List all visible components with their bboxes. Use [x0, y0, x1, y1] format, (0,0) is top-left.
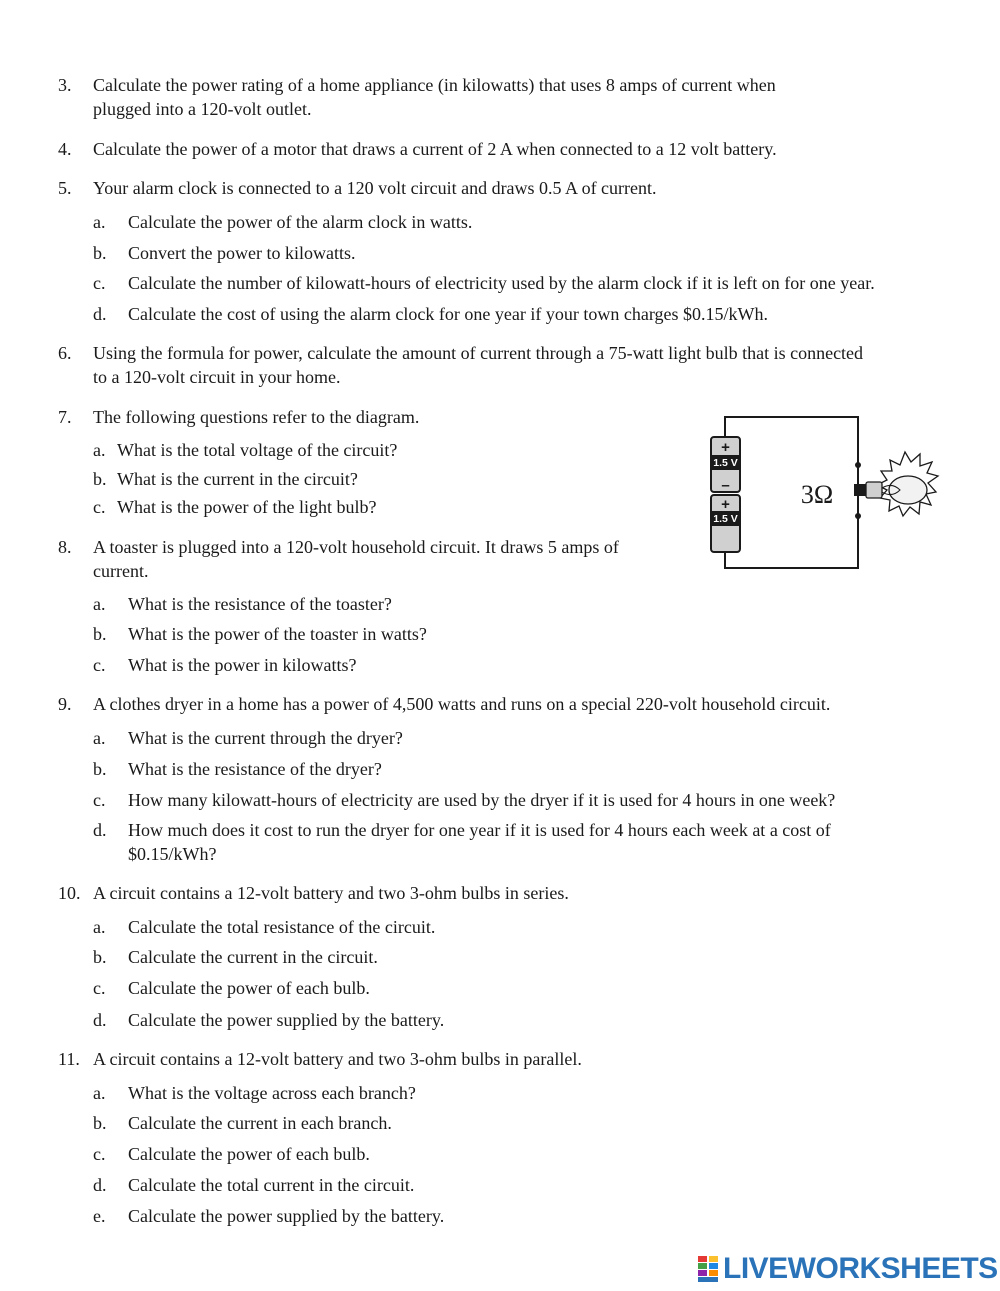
- liveworksheets-logo-icon: [697, 1256, 719, 1282]
- subquestion-letter: a.: [93, 440, 106, 460]
- battery-1-plus: +: [721, 439, 730, 456]
- subquestion-text: Calculate the power of the alarm clock in watts.: [128, 212, 473, 232]
- subquestion-text: Calculate the current in the circuit.: [128, 947, 378, 967]
- question-text: Using the formula for power, calculate the amount of current through a 75-watt light bulb that is connected: [93, 343, 864, 363]
- subquestion-text: Calculate the total current in the circuit.: [128, 1175, 415, 1195]
- light-bulb-icon: [854, 452, 938, 519]
- subquestion-letter: d.: [93, 1175, 107, 1195]
- subquestion-text: What is the current in the circuit?: [117, 469, 358, 489]
- subquestion-text: Calculate the number of kilowatt-hours of electricity used by the alarm clock if it is left on for one year.: [128, 273, 875, 293]
- question-text: A clothes dryer in a home has a power of 4,500 watts and runs on a special 220-volt household circuit.: [93, 694, 831, 714]
- subquestion-text: Calculate the current in each branch.: [128, 1113, 392, 1133]
- subquestion-text: What is the power in kilowatts?: [128, 655, 357, 675]
- subquestion-text: $0.15/kWh?: [128, 844, 217, 864]
- liveworksheets-logo-text: LIVEWORKSHEETS: [723, 1252, 998, 1285]
- subquestion-text: Calculate the cost of using the alarm clock for one year if your town charges $0.15/kWh.: [128, 304, 768, 324]
- subquestion-text: What is the resistance of the dryer?: [128, 759, 382, 779]
- subquestion-letter: b.: [93, 759, 107, 779]
- question-number: 8.: [58, 537, 72, 557]
- question-text: A circuit contains a 12-volt battery and two 3-ohm bulbs in parallel.: [93, 1049, 582, 1069]
- question-number: 4.: [58, 139, 72, 159]
- circuit-diagram: [700, 410, 950, 575]
- question-text: Calculate the power of a motor that draws a current of 2 A when connected to a 12 volt battery.: [93, 139, 777, 159]
- question-number: 3.: [58, 75, 72, 95]
- circuit-wire: [725, 417, 858, 568]
- subquestion-letter: c.: [93, 655, 106, 675]
- subquestion-text: Calculate the power of each bulb.: [128, 1144, 370, 1164]
- subquestion-text: Calculate the power supplied by the battery.: [128, 1010, 445, 1030]
- subquestion-letter: c.: [93, 978, 106, 998]
- question-number: 6.: [58, 343, 72, 363]
- subquestion-letter: d.: [93, 820, 107, 840]
- subquestion-text: What is the voltage across each branch?: [128, 1083, 416, 1103]
- question-text: A toaster is plugged into a 120-volt household circuit. It draws 5 amps of: [93, 537, 619, 557]
- subquestion-text: How much does it cost to run the dryer for one year if it is used for 4 hours each week at a cost of: [128, 820, 831, 840]
- subquestion-text: What is the total voltage of the circuit?: [117, 440, 398, 460]
- battery-1-minus: –: [721, 477, 730, 494]
- battery-2: [711, 495, 740, 552]
- resistance-label: 3Ω: [800, 480, 834, 509]
- subquestion-letter: d.: [93, 1010, 107, 1030]
- subquestion-letter: a.: [93, 1083, 106, 1103]
- question-text: The following questions refer to the diagram.: [93, 407, 420, 427]
- question-text: to a 120-volt circuit in your home.: [93, 367, 341, 387]
- subquestion-letter: c.: [93, 1144, 106, 1164]
- battery-1-voltage-label: 1.5 V: [713, 457, 738, 469]
- subquestion-text: What is the current through the dryer?: [128, 728, 403, 748]
- question-number: 5.: [58, 178, 72, 198]
- question-text: plugged into a 120-volt outlet.: [93, 99, 312, 119]
- subquestion-letter: a.: [93, 917, 106, 937]
- subquestion-letter: a.: [93, 594, 106, 614]
- subquestion-letter: b.: [93, 469, 107, 489]
- subquestion-letter: b.: [93, 624, 107, 644]
- subquestion-text: Calculate the power of each bulb.: [128, 978, 370, 998]
- question-number: 9.: [58, 694, 72, 714]
- subquestion-letter: c.: [93, 497, 106, 517]
- subquestion-text: What is the resistance of the toaster?: [128, 594, 392, 614]
- subquestion-letter: c.: [93, 273, 106, 293]
- subquestion-text: Calculate the power supplied by the battery.: [128, 1206, 445, 1226]
- question-text: Your alarm clock is connected to a 120 volt circuit and draws 0.5 A of current.: [93, 178, 657, 198]
- question-text: A circuit contains a 12-volt battery and two 3-ohm bulbs in series.: [93, 883, 569, 903]
- subquestion-letter: c.: [93, 790, 106, 810]
- battery-2-voltage-label: 1.5 V: [713, 513, 738, 525]
- battery-1: [711, 437, 740, 494]
- subquestion-text: Convert the power to kilowatts.: [128, 243, 356, 263]
- subquestion-text: What is the power of the light bulb?: [117, 497, 377, 517]
- subquestion-letter: a.: [93, 728, 106, 748]
- subquestion-letter: e.: [93, 1206, 106, 1226]
- question-number: 11.: [58, 1049, 80, 1069]
- subquestion-text: What is the power of the toaster in watts?: [128, 624, 427, 644]
- subquestion-letter: d.: [93, 304, 107, 324]
- question-number: 10.: [58, 883, 81, 903]
- subquestion-letter: a.: [93, 212, 106, 232]
- question-number: 7.: [58, 407, 72, 427]
- question-text: current.: [93, 561, 149, 581]
- subquestion-letter: b.: [93, 1113, 107, 1133]
- battery-2-plus: +: [721, 496, 730, 513]
- subquestion-text: Calculate the total resistance of the circuit.: [128, 917, 436, 937]
- subquestion-letter: b.: [93, 243, 107, 263]
- subquestion-text: How many kilowatt-hours of electricity are used by the dryer if it is used for 4 hours in one week?: [128, 790, 836, 810]
- question-text: Calculate the power rating of a home appliance (in kilowatts) that uses 8 amps of current when: [93, 75, 776, 95]
- subquestion-letter: b.: [93, 947, 107, 967]
